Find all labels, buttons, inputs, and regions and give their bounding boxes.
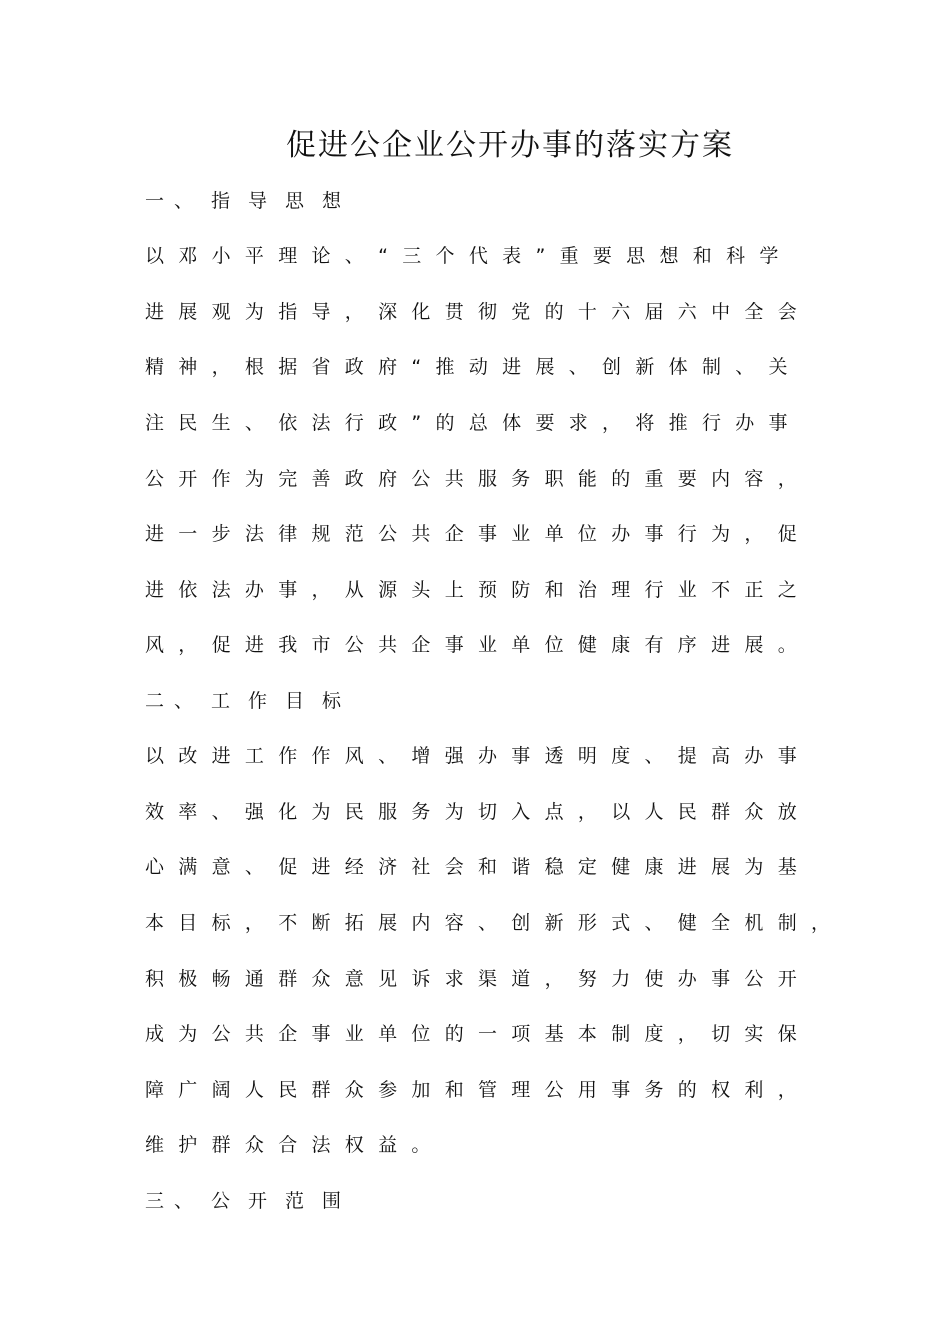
paragraph-line: 以改进工作作风、增强办事透明度、提高办事: [145, 745, 812, 767]
section-heading-3: [145, 1186, 359, 1216]
paragraph-line: 本目标，不断拓展内容、创新形式、健全机制，: [145, 912, 845, 934]
section-heading-text: 指导思想: [211, 190, 360, 212]
paragraph-line: 进一步法律规范公共企事业单位办事行为，促: [145, 523, 812, 545]
section-number: 二、: [145, 690, 204, 712]
paragraph-line: 积极畅通群众意见诉求渠道，努力使办事公开: [145, 968, 812, 990]
section-number: 一、: [145, 190, 204, 212]
paragraph-line: 风，促进我市公共企事业单位健康有序进展。: [145, 634, 812, 656]
section-heading-1: [145, 186, 359, 216]
paragraph-line: 注民生、依法行政”的总体要求，将推行办事: [145, 412, 802, 434]
section-heading-text: 工作目标: [211, 690, 360, 712]
section-heading-2: [145, 686, 359, 716]
paragraph-line: 公开作为完善政府公共服务职能的重要内容，: [145, 468, 812, 490]
paragraph-line: 成为公共企事业单位的一项基本制度，切实保: [145, 1023, 812, 1045]
section-number: 三、: [145, 1190, 204, 1212]
paragraph-line: 障广阔人民群众参加和管理公用事务的权利，: [145, 1079, 812, 1101]
paragraph-line: 精神，根据省政府“推动进展、创新体制、关: [145, 356, 802, 378]
paragraph-line: 效率、强化为民服务为切入点，以人民群众放: [145, 801, 812, 823]
paragraph-line: 进展观为指导，深化贯彻党的十六届六中全会: [145, 301, 812, 323]
section-heading-text: 公开范围: [211, 1190, 360, 1212]
paragraph-line: 心满意、促进经济社会和谐稳定健康进展为基: [145, 856, 812, 878]
paragraph-line: 进依法办事，从源头上预防和治理行业不正之: [145, 579, 812, 601]
document-title: 促进公企业公开办事的落实方案: [286, 128, 734, 163]
paragraph-line: 维护群众合法权益。: [145, 1134, 445, 1156]
paragraph-line: 以邓小平理论、“三个代表”重要思想和科学: [145, 245, 793, 267]
